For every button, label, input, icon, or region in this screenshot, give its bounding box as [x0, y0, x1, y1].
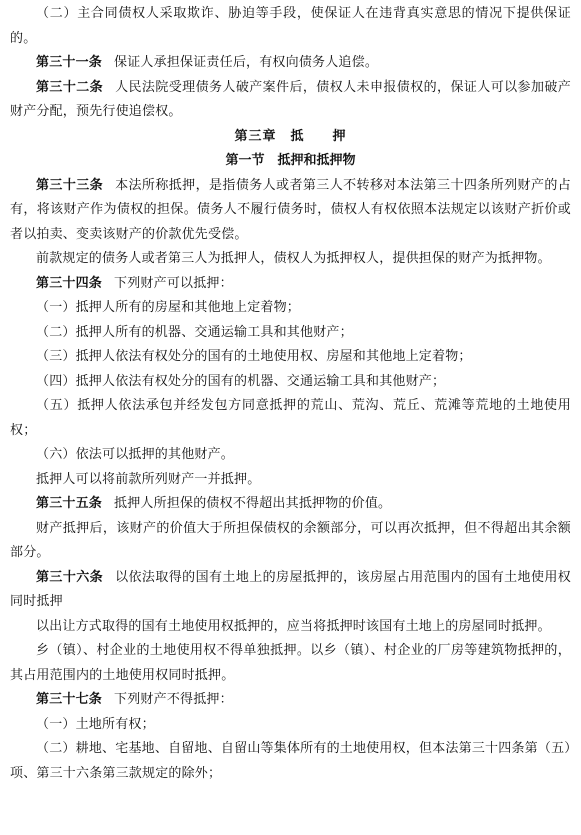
- body-paragraph: 以出让方式取得的国有土地使用权抵押的，应当将抵押时该国有土地上的房屋同时抵押。: [36, 618, 551, 634]
- clause-paragraph: （二）主合同债权人采取欺诈、胁迫等手段，使保证人在违背真实意思的情况下提供保证的。: [10, 6, 571, 46]
- body-paragraph: 财产抵押后，该财产的价值大于所担保债权的余额部分，可以再次抵押，但不得超出其余额部分。: [10, 520, 571, 560]
- list-item: （二）抵押人所有的机器、交通运输工具和其他财产；: [36, 324, 353, 340]
- list-item: （四）抵押人依法有权处分的国有的机器、交通运输工具和其他财产；: [36, 373, 446, 389]
- body-paragraph: 抵押人可以将前款所列财产一并抵押。: [36, 471, 261, 487]
- article-32: 第三十二条 人民法院受理债务人破产案件后，债权人未申报债权的，保证人可以参加破产财产分配，预先行使追偿权。: [10, 79, 571, 119]
- article-33: 第三十三条 本法所称抵押，是指债务人或者第三人不转移对本法第三十四条所列财产的占有，将该财产作为债权的担保。债务人不履行债务时，债权人有权依照本法规定以该财产折价或者以拍卖、变卖该财产的价款优先受偿。: [10, 177, 571, 242]
- article-number: 第三十七条: [36, 692, 103, 707]
- list-item: （五）抵押人依法承包并经发包方同意抵押的荒山、荒沟、荒丘、荒滩等荒地的土地使用权；: [10, 398, 571, 438]
- article-36: 第三十六条 以依法取得的国有土地上的房屋抵押的，该房屋占用范围内的国有土地使用权同时抵押: [10, 569, 571, 609]
- article-31: 第三十一条 保证人承担保证责任后，有权向债务人追偿。: [36, 55, 379, 70]
- article-number: 第三十六条: [36, 569, 104, 585]
- article-34: 第三十四条 下列财产可以抵押：: [36, 275, 233, 291]
- section-heading: 第一节 抵押和抵押物: [225, 153, 356, 168]
- body-paragraph: 前款规定的债务人或者第三人为抵押人，债权人为抵押权人，提供担保的财产为抵押物。: [36, 251, 551, 266]
- list-item: （一）土地所有权；: [36, 716, 155, 732]
- article-number: 第三十三条: [36, 177, 104, 193]
- article-number: 第三十一条: [36, 55, 103, 70]
- list-item: （二）耕地、宅基地、自留地、自留山等集体所有的土地使用权，但本法第三十四条第（五）项、第三十六条第三款规定的除外；: [10, 741, 571, 781]
- article-37: 第三十七条 下列财产不得抵押：: [36, 692, 233, 707]
- chapter-heading: 第三章 抵 押: [234, 128, 347, 144]
- article-number: 第三十五条: [36, 496, 103, 511]
- list-item: （六）依法可以抵押的其他财产。: [36, 447, 235, 462]
- body-paragraph: 乡（镇）、村企业的土地使用权不得单独抵押。以乡（镇）、村企业的厂房等建筑物抵押的，其占用范围内的土地使用权同时抵押。: [10, 643, 571, 683]
- article-number: 第三十四条: [36, 275, 103, 291]
- article-number: 第三十二条: [36, 79, 104, 95]
- list-item: （三）抵押人依法有权处分的国有的土地使用权、房屋和其他地上定着物；: [36, 349, 472, 364]
- article-35: 第三十五条 抵押人所担保的债权不得超出其抵押物的价值。: [36, 496, 392, 511]
- list-item: （一）抵押人所有的房屋和其他地上定着物；: [36, 300, 301, 315]
